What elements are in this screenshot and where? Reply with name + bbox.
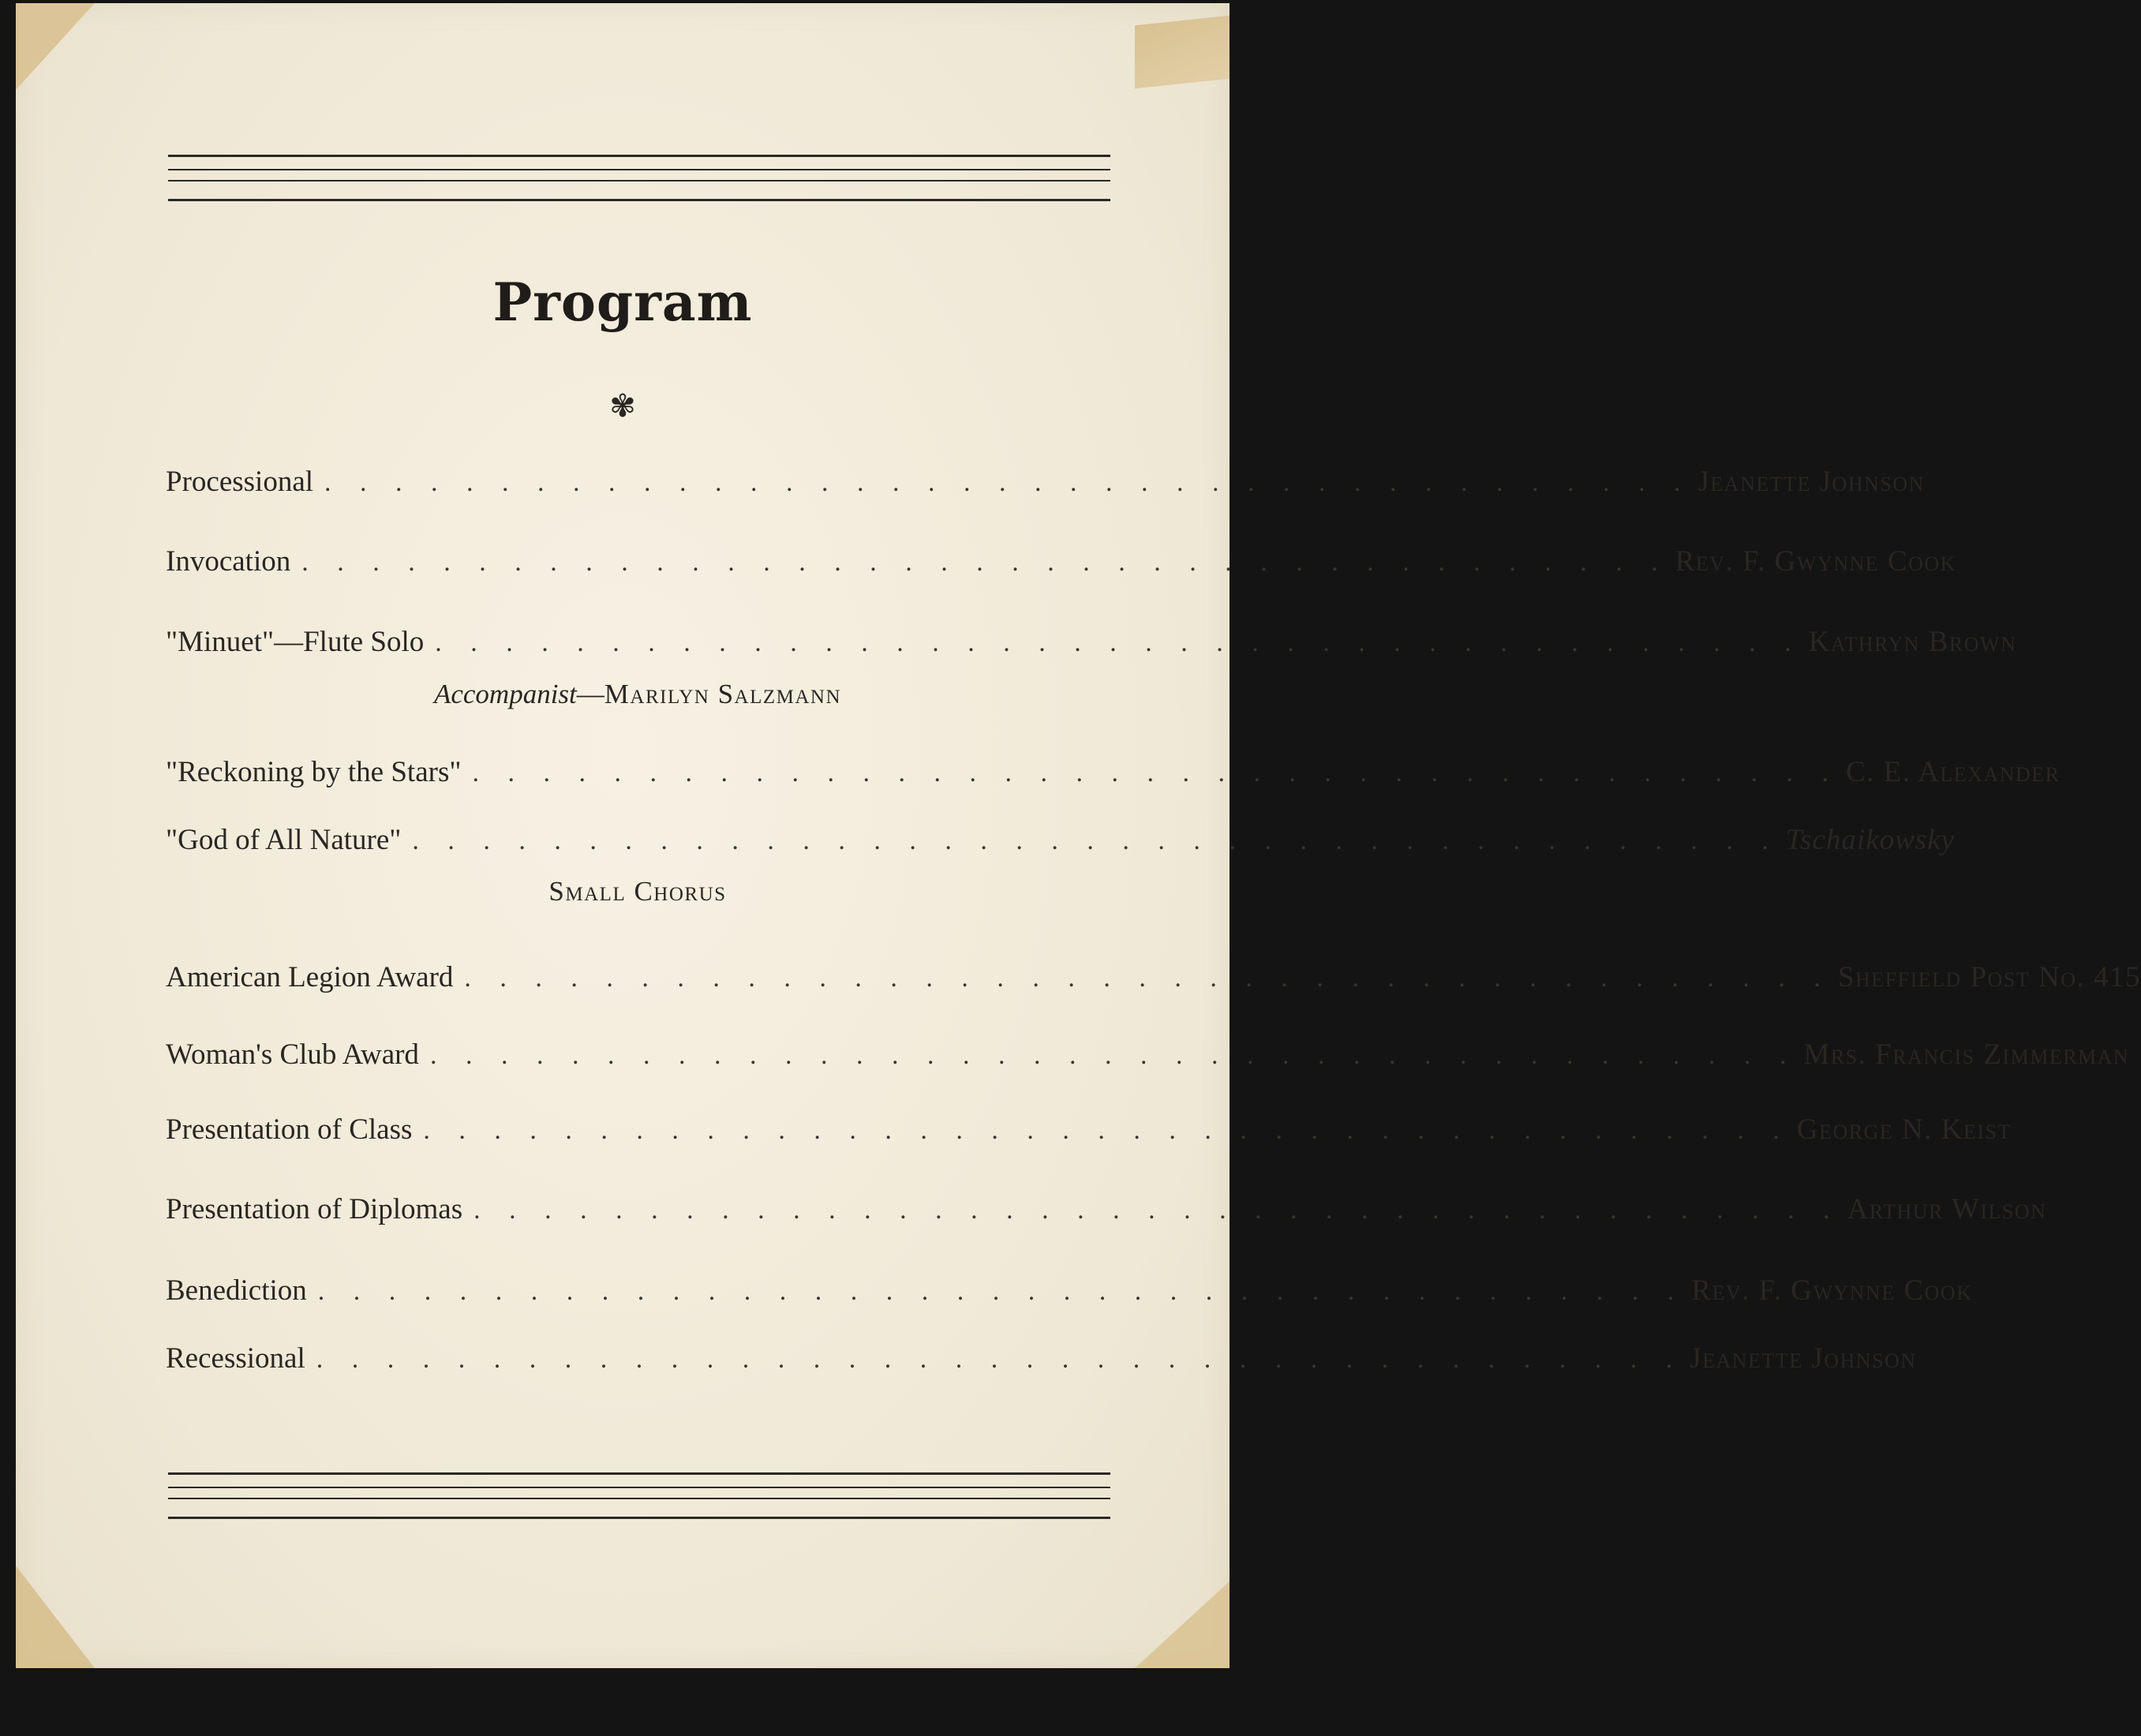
- entry-item: "Minuet"—Flute Solo: [166, 626, 425, 658]
- program-entry: [166, 1113, 2012, 1157]
- corner-tape-top-right: [1135, 16, 1230, 89]
- entry-item: Recessional: [166, 1342, 305, 1375]
- page-title: Program: [492, 271, 753, 333]
- corner-tape-bottom-left: [16, 1566, 95, 1668]
- rule-line: [168, 1517, 1110, 1519]
- leader-dots: . . . . . . . . . . . . . . . . . . . . . . . . . . . . . . . . . . . . . . .: [429, 1041, 1798, 1070]
- program-entry: [166, 1274, 1973, 1318]
- entry-performer: Kathryn Brown: [1808, 626, 2017, 658]
- rule-line: [168, 155, 1110, 157]
- leader-dots: . . . . . . . . . . . . . . . . . . . . . . . . . . . . . . . . . . . . . . .: [423, 1116, 1791, 1145]
- leader-dots: . . . . . . . . . . . . . . . . . . . . . . . . . . . . . . . . . . . . . . .: [473, 1195, 1841, 1225]
- entry-performer: Jeanette Johnson: [1697, 466, 1925, 498]
- leader-dots: . . . . . . . . . . . . . . . . . . . . . . . . . . . . . . . . . . . . . . .: [301, 548, 1669, 577]
- entry-item: Woman's Club Award: [166, 1038, 419, 1071]
- program-entry: [166, 465, 1925, 509]
- rule-line: [168, 199, 1110, 201]
- program-entry: [166, 1341, 1917, 1386]
- accompanist-role: Accompanist: [433, 679, 577, 709]
- entry-performer: Mrs. Francis Zimmerman: [1803, 1038, 2130, 1071]
- entry-item: Presentation of Diplomas: [166, 1193, 463, 1225]
- entry-performer: George N. Keist: [1796, 1113, 2012, 1146]
- leader-dots: . . . . . . . . . . . . . . . . . . . . . . . . . . . . . . . . . . . . . . .: [472, 758, 1840, 788]
- leader-dots: . . . . . . . . . . . . . . . . . . . . . . . . . . . . . . . . . . . . . . .: [412, 826, 1780, 855]
- rule-line: [168, 180, 1110, 181]
- tree-ornament-icon: ✾: [609, 388, 636, 425]
- small-chorus-line: [166, 876, 1110, 907]
- rule-line: [168, 1472, 1110, 1475]
- entry-item: Benediction: [166, 1274, 307, 1307]
- program-entry: [166, 544, 1956, 589]
- rule-line: [168, 169, 1110, 170]
- rule-line: [168, 1498, 1110, 1499]
- program-entry: [166, 755, 2061, 799]
- program-entry: [166, 625, 2017, 669]
- leader-dots: . . . . . . . . . . . . . . . . . . . . . . . . . . . . . . . . . . . . . . .: [317, 1277, 1686, 1306]
- accompanist-name: Marilyn Salzmann: [604, 679, 842, 709]
- leader-dots: . . . . . . . . . . . . . . . . . . . . . . . . . . . . . . . . . . . . . . .: [316, 1345, 1684, 1374]
- leader-dots: . . . . . . . . . . . . . . . . . . . . . . . . . . . . . . . . . . . . . . .: [324, 468, 1692, 497]
- entry-performer: Arthur Wilson: [1847, 1193, 2047, 1225]
- entry-item: Invocation: [166, 545, 291, 578]
- entry-item: "Reckoning by the Stars": [166, 756, 462, 788]
- accompanist-line: [166, 679, 1110, 710]
- leader-dots: . . . . . . . . . . . . . . . . . . . . . . . . . . . . . . . . . . . . . . .: [435, 628, 1802, 657]
- program-entry: [166, 960, 2141, 1005]
- accompanist-dash: —: [576, 679, 604, 709]
- entry-item: Processional: [166, 466, 314, 498]
- entry-item: American Legion Award: [166, 961, 454, 993]
- small-chorus-label: Small Chorus: [548, 876, 727, 907]
- entry-performer: Sheffield Post No. 415: [1837, 961, 2141, 993]
- rule-line: [168, 1487, 1110, 1488]
- entry-performer: C. E. Alexander: [1845, 756, 2061, 788]
- entry-composer: Tschaikowsky: [1785, 824, 1956, 856]
- entry-performer: Rev. F. Gwynne Cook: [1691, 1274, 1973, 1307]
- program-entry: [166, 1192, 2047, 1237]
- corner-tape-top-left: [16, 3, 95, 90]
- program-page: [16, 3, 2141, 1668]
- leader-dots: . . . . . . . . . . . . . . . . . . . . . . . . . . . . . . . . . . . . . . .: [464, 963, 1832, 993]
- entry-performer: Jeanette Johnson: [1690, 1342, 1917, 1375]
- top-decorative-rules: [168, 152, 1110, 207]
- entry-item: Presentation of Class: [166, 1113, 413, 1146]
- corner-tape-bottom-right: [1135, 1581, 1230, 1668]
- entry-item: "God of All Nature": [166, 824, 402, 856]
- entry-performer: Rev. F. Gwynne Cook: [1675, 545, 1956, 578]
- bottom-decorative-rules: [168, 1469, 1110, 1525]
- program-entry: [166, 1038, 2130, 1082]
- program-entry: [166, 823, 1956, 867]
